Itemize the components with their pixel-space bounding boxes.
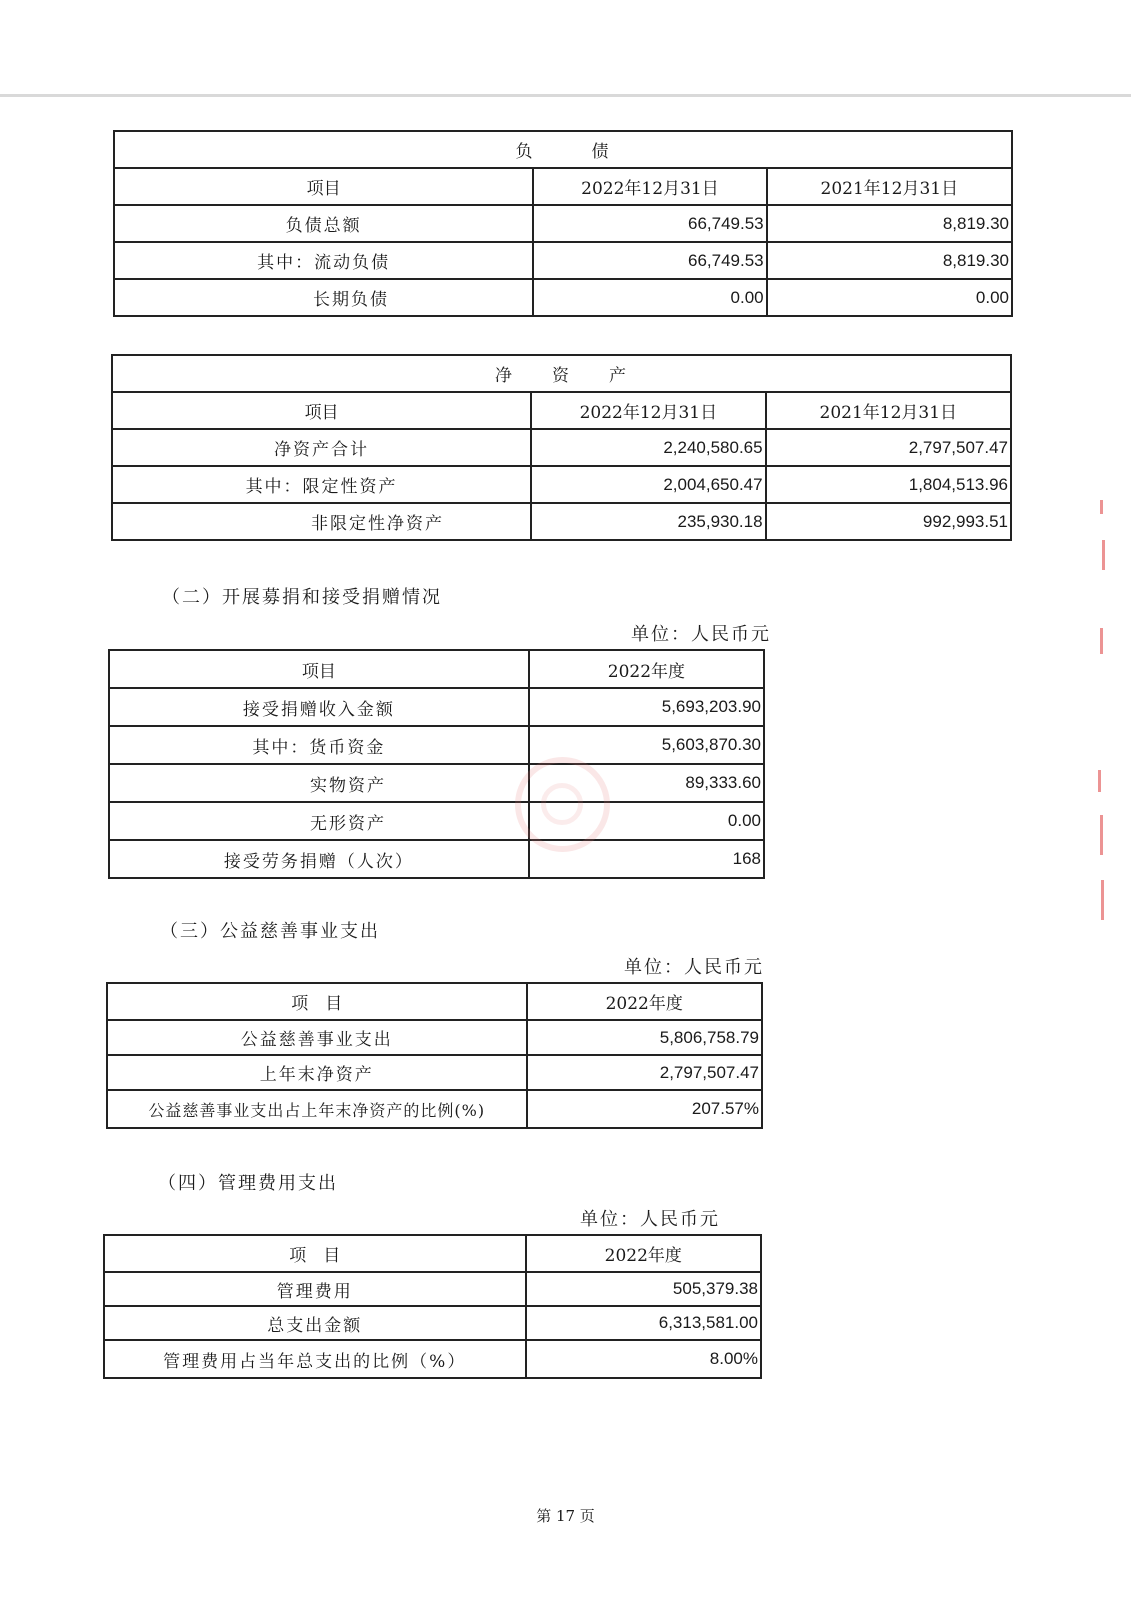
liabilities-table: [113, 130, 1013, 317]
row-value: 5,603,870.30: [529, 726, 764, 764]
charity-table: [106, 982, 763, 1129]
row-label: 公益慈善事业支出占上年末净资产的比例(%): [107, 1090, 527, 1128]
management-section-title: （四）管理费用支出: [158, 1173, 338, 1194]
value-2022: 0.00: [533, 279, 766, 316]
row-label: 接受捐赠收入金额: [109, 688, 529, 726]
scan-top-border: [0, 94, 1131, 97]
row-value: 89,333.60: [529, 764, 764, 802]
value-2022: 66,749.53: [533, 205, 766, 242]
row-label: 无形资产: [109, 802, 529, 840]
header-item: 项目: [109, 650, 529, 688]
row-value: 0.00: [529, 802, 764, 840]
row-label: 管理费用: [104, 1272, 526, 1306]
row-label: 管理费用占当年总支出的比例（%）: [104, 1340, 526, 1378]
row-value: 5,806,758.79: [527, 1020, 763, 1055]
row-label: 净资产合计: [112, 429, 531, 466]
row-label: 总支出金额: [104, 1306, 526, 1340]
row-label: 其中：货币资金: [109, 726, 529, 764]
row-label: 其中：限定性资产: [112, 466, 531, 503]
table-row: [107, 1020, 762, 1055]
header-2022: 2022年度: [526, 1235, 761, 1272]
table-row: [114, 279, 1012, 316]
donations-unit: 单位：人民币元: [631, 624, 771, 645]
row-label: 接受劳务捐赠（人次）: [109, 840, 529, 878]
value-2022: 2,004,650.47: [531, 466, 765, 503]
value-2022: 66,749.53: [533, 242, 766, 279]
table-row: [109, 802, 764, 840]
charity-unit: 单位：人民币元: [624, 957, 764, 978]
value-2022: 235,930.18: [531, 503, 765, 540]
table-row: [107, 1090, 762, 1128]
edge-seal-mark: [1100, 628, 1103, 654]
row-label: 公益慈善事业支出: [107, 1020, 527, 1055]
row-value: 8.00%: [526, 1340, 761, 1378]
table-row: [109, 688, 764, 726]
seal-watermark: [515, 757, 610, 852]
table-row: [104, 1272, 761, 1306]
row-value: 168: [529, 840, 764, 878]
row-value: 207.57%: [527, 1090, 763, 1128]
table-row: [114, 242, 1012, 279]
liabilities-title: 负 债: [114, 131, 1012, 168]
header-2021: 2021年12月31日: [767, 168, 1012, 205]
value-2021: 1,804,513.96: [766, 466, 1011, 503]
table-row: [109, 764, 764, 802]
value-2021: 2,797,507.47: [766, 429, 1011, 466]
value-2021: 0.00: [767, 279, 1012, 316]
donations-section-title: （二）开展募捐和接受捐赠情况: [162, 587, 442, 608]
row-label: 其中：流动负债: [114, 242, 533, 279]
page-number: 第 17 页: [536, 1507, 595, 1525]
table-row: [109, 840, 764, 878]
table-row: [114, 205, 1012, 242]
value-2021: 992,993.51: [766, 503, 1011, 540]
header-2021: 2021年12月31日: [766, 392, 1011, 429]
management-table: [103, 1234, 762, 1379]
header-2022: 2022年12月31日: [531, 392, 765, 429]
header-item: 项 目: [104, 1235, 526, 1272]
row-label: 长期负债: [114, 279, 533, 316]
header-item: 项目: [114, 168, 533, 205]
management-unit: 单位：人民币元: [580, 1209, 720, 1230]
donations-table: [108, 649, 765, 879]
header-item: 项 目: [107, 983, 527, 1020]
row-label: 负债总额: [114, 205, 533, 242]
table-row: [104, 1306, 761, 1340]
table-row: [104, 1340, 761, 1378]
value-2021: 8,819.30: [767, 242, 1012, 279]
row-value: 6,313,581.00: [526, 1306, 761, 1340]
row-label: 实物资产: [109, 764, 529, 802]
table-row: [107, 1055, 762, 1090]
value-2021: 8,819.30: [767, 205, 1012, 242]
edge-seal-mark: [1100, 815, 1103, 855]
edge-seal-mark: [1100, 500, 1103, 514]
table-row: [112, 429, 1011, 466]
net-assets-title: 净 资 产: [112, 355, 1011, 392]
value-2022: 2,240,580.65: [531, 429, 765, 466]
row-label: 上年末净资产: [107, 1055, 527, 1090]
edge-seal-mark: [1098, 770, 1101, 792]
header-2022: 2022年度: [527, 983, 763, 1020]
edge-seal-mark: [1102, 540, 1105, 570]
charity-section-title: （三）公益慈善事业支出: [160, 921, 380, 942]
table-row: [112, 503, 1011, 540]
table-row: [112, 466, 1011, 503]
row-value: 505,379.38: [526, 1272, 761, 1306]
header-item: 项目: [112, 392, 531, 429]
row-label: 非限定性净资产: [112, 503, 531, 540]
row-value: 5,693,203.90: [529, 688, 764, 726]
row-value: 2,797,507.47: [527, 1055, 763, 1090]
net-assets-table: [111, 354, 1012, 541]
edge-seal-mark: [1101, 880, 1104, 920]
header-2022: 2022年12月31日: [533, 168, 766, 205]
table-row: [109, 726, 764, 764]
header-2022: 2022年度: [529, 650, 764, 688]
